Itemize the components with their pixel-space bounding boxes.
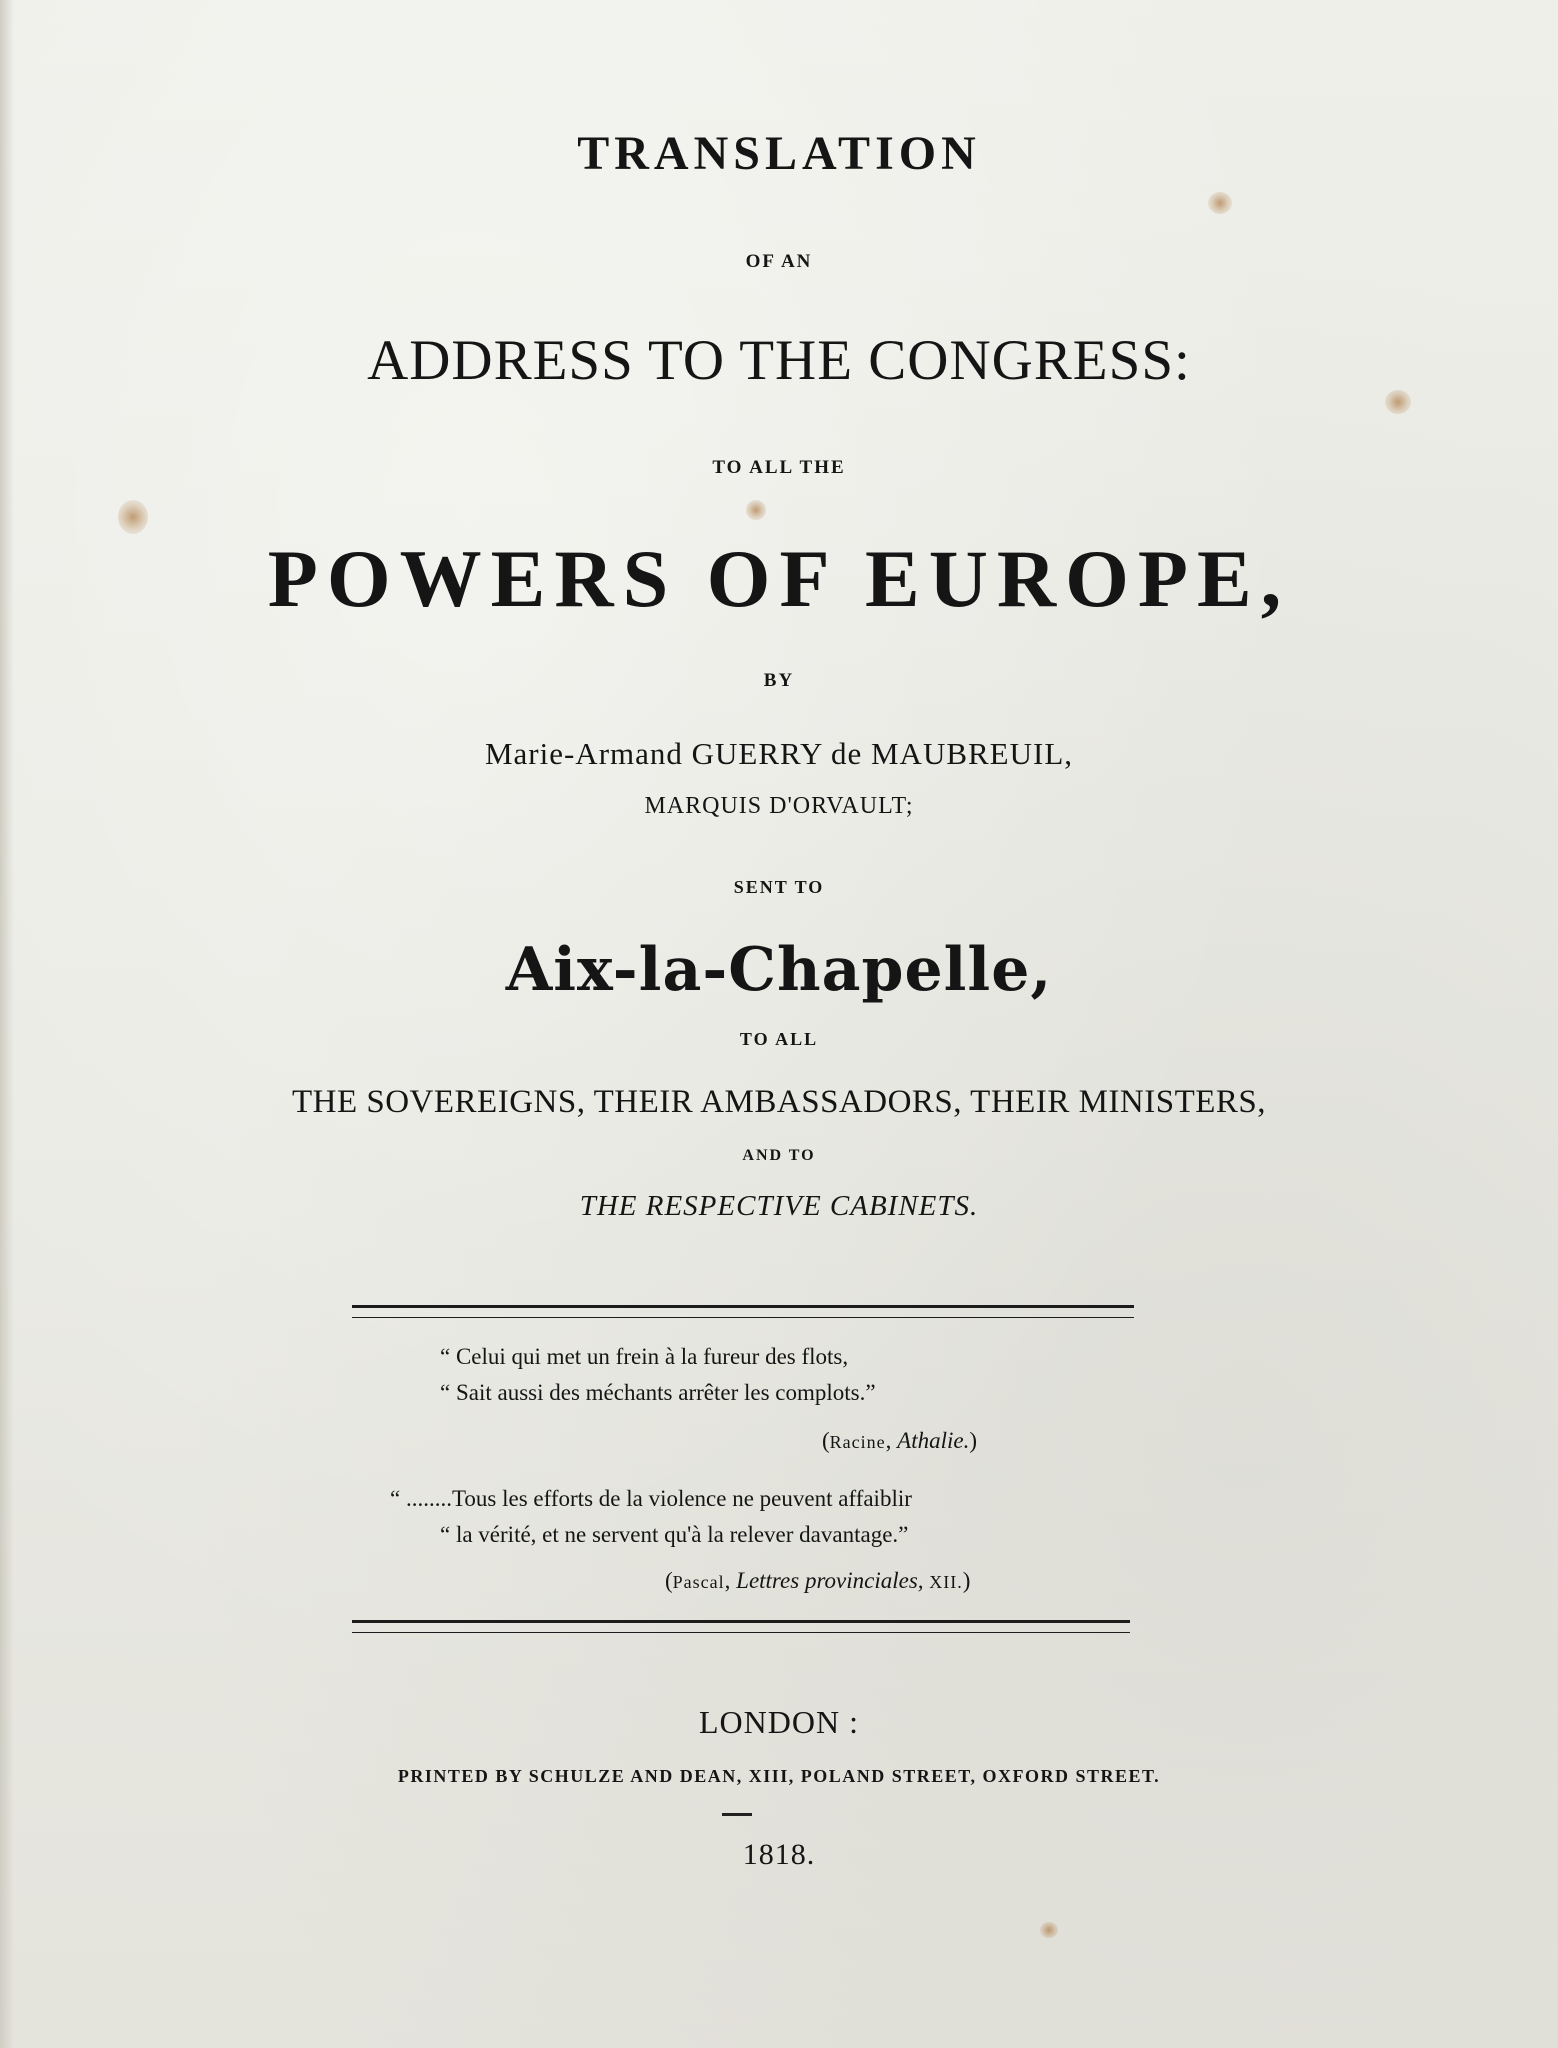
epigraph-citation: (Racine, Athalie.): [822, 1428, 978, 1453]
byline-label: BY: [763, 670, 795, 691]
imprint-year: 1818.: [742, 1838, 816, 1871]
author-title: MARQUIS D'ORVAULT;: [644, 793, 914, 819]
citation-work: Lettres provinciales,: [736, 1568, 924, 1593]
foxing-spot: [1040, 1922, 1058, 1938]
foxing-spot: [1385, 390, 1411, 414]
double-rule-divider: [352, 1620, 1130, 1633]
epigraph-line: “ la vérité, et ne servent qu'à la relever davantage.”: [440, 1522, 909, 1547]
short-rule: [722, 1813, 752, 1816]
epigraph-citation: (Pascal, Lettres provinciales, XII.): [665, 1568, 971, 1593]
foxing-spot: [118, 500, 148, 534]
citation-work: Athalie.: [897, 1428, 970, 1453]
title-connector: OF AN: [745, 251, 813, 272]
recipients-connector: AND TO: [742, 1147, 816, 1164]
destination-place: Aix-la-Chapelle,: [505, 935, 1053, 1005]
foxing-spot: [1208, 192, 1232, 214]
headline-powers: POWERS OF EUROPE,: [267, 533, 1291, 624]
epigraph-line: “ Sait aussi des méchants arrêter les complots.”: [440, 1380, 876, 1405]
citation-author: Racine: [829, 1432, 886, 1452]
citation-author: Pascal: [672, 1572, 725, 1592]
main-title: TRANSLATION: [577, 127, 981, 180]
epigraph-line: “ ........Tous les efforts de la violence ne peuvent affaiblir: [390, 1486, 912, 1511]
double-rule-divider: [352, 1305, 1134, 1318]
subtitle-address: ADDRESS TO THE CONGRESS:: [367, 329, 1191, 392]
recipients: THE SOVEREIGNS, THEIR AMBASSADORS, THEIR MINISTERS,: [291, 1084, 1267, 1120]
imprint-printer: PRINTED BY SCHULZE AND DEAN, XIII, POLAND STREET, OXFORD STREET.: [397, 1766, 1161, 1786]
recipients-label: TO ALL: [739, 1029, 819, 1049]
foxing-spot: [746, 500, 766, 520]
imprint-city: LONDON :: [699, 1704, 859, 1740]
author-name: Marie-Armand GUERRY de MAUBREUIL,: [484, 736, 1074, 771]
recipients-cabinets: THE RESPECTIVE CABINETS.: [579, 1190, 979, 1222]
title-connector: TO ALL THE: [712, 457, 846, 478]
epigraph-line: “ Celui qui met un frein à la fureur des flots,: [440, 1344, 849, 1369]
citation-section: XII.: [929, 1572, 963, 1592]
destination-label: SENT TO: [733, 877, 825, 897]
